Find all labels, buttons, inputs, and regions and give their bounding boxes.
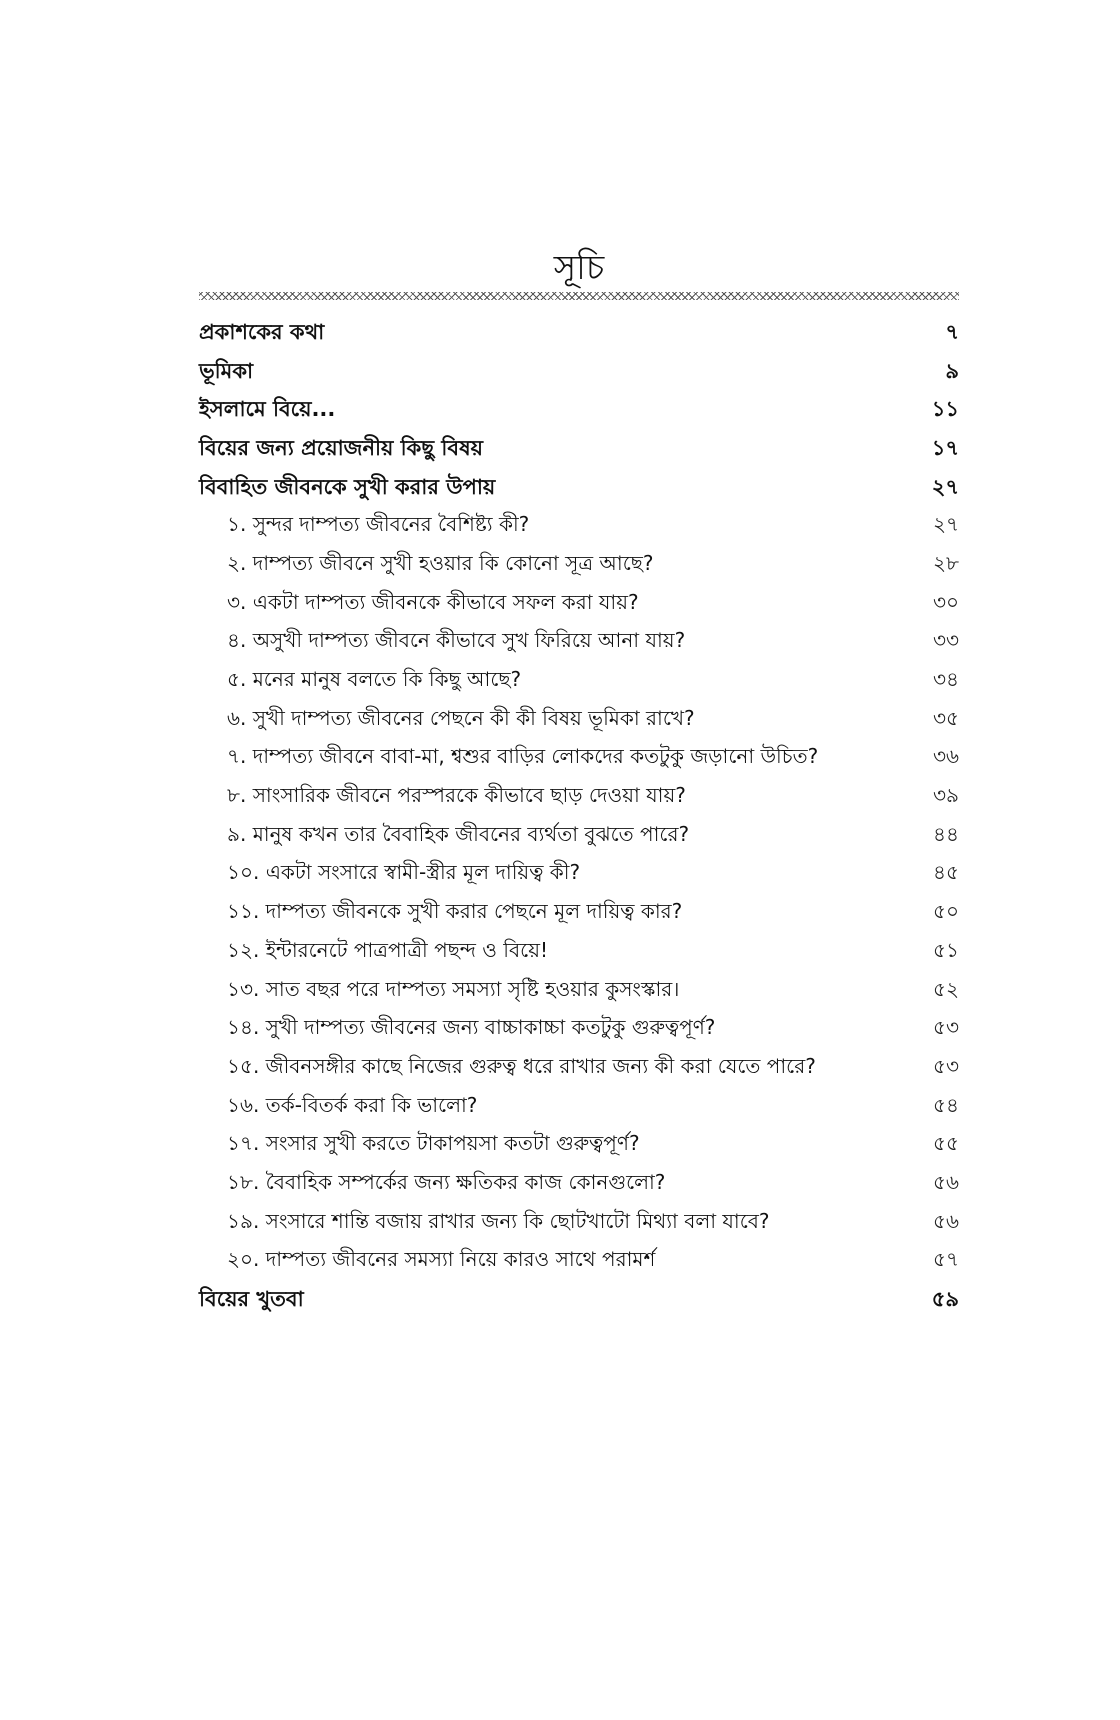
toc-entry: [199, 740, 959, 779]
toc-entry: [199, 314, 959, 353]
toc-entry-label: ১৩. সাত বছর পরে দাম্পত্য সমস্যা সৃষ্টি হওয়ার কুসংস্কার।: [227, 976, 680, 1001]
toc-entry-page: ৩৯: [933, 783, 959, 808]
toc-entry-page: ৩০: [932, 589, 959, 614]
toc-entry-page: ৫৯: [931, 1287, 959, 1312]
ornamental-divider: [199, 292, 959, 300]
toc-entry-label: ১২. ইন্টারনেটে পাত্রপাত্রী পছন্দ ও বিয়ে!: [227, 937, 548, 962]
toc-entry-label: ভূমিকা: [199, 358, 254, 383]
toc-entry: [199, 933, 959, 972]
toc-entry-page: ২৭: [931, 474, 959, 499]
toc-entry-page: ৩৩: [932, 628, 959, 653]
toc-entry-label: ১১. দাম্পত্য জীবনকে সুখী করার পেছনে মূল দায়িত্ব কার?: [227, 899, 683, 924]
toc-entry: [199, 1126, 959, 1165]
toc-entry-page: ৯: [945, 358, 959, 383]
toc-entry: [199, 469, 959, 508]
toc-entry-label: ৮. সাংসারিক জীবনে পরস্পরকে কীভাবে ছাড় দেওয়া যায়?: [227, 783, 686, 808]
toc-entry-page: ৫৩: [933, 1053, 959, 1078]
toc-entry: [199, 1165, 959, 1204]
toc-entry-page: ৫১: [933, 937, 959, 962]
toc-entry-label: ১৭. সংসার সুখী করতে টাকাপয়সা কতটা গুরুত্বপূর্ণ?: [227, 1131, 640, 1156]
toc-entry: [199, 1281, 959, 1320]
toc-entry-page: ২৭: [932, 512, 959, 537]
toc-entry-page: ৩৪: [933, 667, 959, 692]
toc-entry-page: ৩৫: [933, 705, 959, 730]
toc-entry-page: ১১: [931, 397, 959, 422]
toc-entry-label: প্রকাশকের কথা: [199, 319, 325, 344]
toc-entry-label: ১৮. বৈবাহিক সম্পর্কের জন্য ক্ষতিকর কাজ কোনগুলো?: [227, 1169, 666, 1194]
toc-entry-label: ৩. একটা দাম্পত্য জীবনকে কীভাবে সফল করা যায়?: [227, 589, 639, 614]
toc-entry: [199, 546, 959, 585]
toc-entry: [199, 507, 959, 546]
toc-entry-label: ইসলামে বিয়ে...: [199, 397, 336, 422]
toc-entry: [199, 1243, 959, 1282]
toc-entry-label: ৯. মানুষ কখন তার বৈবাহিক জীবনের ব্যর্থতা বুঝতে পারে?: [227, 821, 690, 846]
toc-entry: [199, 894, 959, 933]
toc-entry-label: ২০. দাম্পত্য জীবনের সমস্যা নিয়ে কারও সাথে পরামর্শ: [227, 1247, 656, 1272]
toc-entry: [199, 1010, 959, 1049]
toc-entry-page: ২৮: [933, 550, 959, 575]
toc-entry: [199, 778, 959, 817]
table-of-contents: [199, 248, 959, 1320]
toc-entry: [199, 391, 959, 430]
toc-entry: [199, 972, 959, 1011]
toc-entry-page: ৪৫: [933, 860, 959, 885]
toc-entry-label: ৭. দাম্পত্য জীবনে বাবা-মা, শ্বশুর বাড়ির লোকদের কতটুকু জড়ানো উচিত?: [227, 744, 819, 769]
toc-entry: [199, 624, 959, 663]
toc-entry-page: ৫৪: [933, 1092, 959, 1117]
toc-entry-label: বিয়ের জন্য প্রয়োজনীয় কিছু বিষয়: [199, 435, 484, 460]
toc-entry: [199, 1204, 959, 1243]
toc-entry-label: ১০. একটা সংসারে স্বামী-স্ত্রীর মূল দায়িত্ব কী?: [227, 860, 581, 885]
toc-entry: [199, 701, 959, 740]
toc-entry-label: ১৫. জীবনসঙ্গীর কাছে নিজের গুরুত্ব ধরে রাখার জন্য কী করা যেতে পারে?: [227, 1053, 816, 1078]
toc-entry-page: ৪৪: [933, 821, 959, 846]
toc-entry: [199, 585, 959, 624]
toc-entry-label: বিবাহিত জীবনকে সুখী করার উপায়: [199, 474, 496, 499]
toc-entry-page: ৫৫: [933, 1131, 959, 1156]
toc-entry-page: ১৭: [931, 435, 959, 460]
toc-entry-label: ৬. সুখী দাম্পত্য জীবনের পেছনে কী কী বিষয় ভূমিকা রাখে?: [227, 705, 695, 730]
toc-entry-label: ১৪. সুখী দাম্পত্য জীবনের জন্য বাচ্চাকাচ্চা কতটুকু গুরুত্বপূর্ণ?: [227, 1015, 716, 1040]
toc-entry-label: ১. সুন্দর দাম্পত্য জীবনের বৈশিষ্ট্য কী?: [227, 512, 530, 537]
toc-entry: [199, 856, 959, 895]
toc-title: সূচি: [553, 248, 605, 288]
toc-entry-label: বিয়ের খুতবা: [199, 1287, 304, 1312]
toc-entry: [199, 1088, 959, 1127]
toc-entries: [199, 314, 959, 1320]
toc-entry: [199, 430, 959, 469]
toc-entry-label: ৫. মনের মানুষ বলতে কি কিছু আছে?: [227, 667, 522, 692]
toc-entry: [199, 1049, 959, 1088]
toc-entry-page: ৫৬: [933, 1208, 959, 1233]
toc-entry-label: ৪. অসুখী দাম্পত্য জীবনে কীভাবে সুখ ফিরিয়ে আনা যায়?: [227, 628, 686, 653]
toc-entry-page: ৩৬: [932, 744, 959, 769]
toc-entry: [199, 817, 959, 856]
toc-entry-page: ৫৩: [933, 1015, 959, 1040]
toc-entry-page: ৭: [945, 319, 959, 344]
toc-entry-label: ২. দাম্পত্য জীবনে সুখী হওয়ার কি কোনো সূত্র আছে?: [227, 550, 654, 575]
toc-entry-label: ১৬. তর্ক-বিতর্ক করা কি ভালো?: [227, 1092, 478, 1117]
toc-entry-page: ৫৬: [933, 1169, 959, 1194]
toc-entry-label: ১৯. সংসারে শান্তি বজায় রাখার জন্য কি ছোটখাটো মিথ্যা বলা যাবে?: [227, 1208, 770, 1233]
toc-entry: [199, 662, 959, 701]
toc-entry-page: ৫০: [933, 899, 959, 924]
toc-entry: [199, 353, 959, 392]
toc-entry-page: ৫৭: [933, 1247, 959, 1272]
toc-entry-page: ৫২: [933, 976, 959, 1001]
